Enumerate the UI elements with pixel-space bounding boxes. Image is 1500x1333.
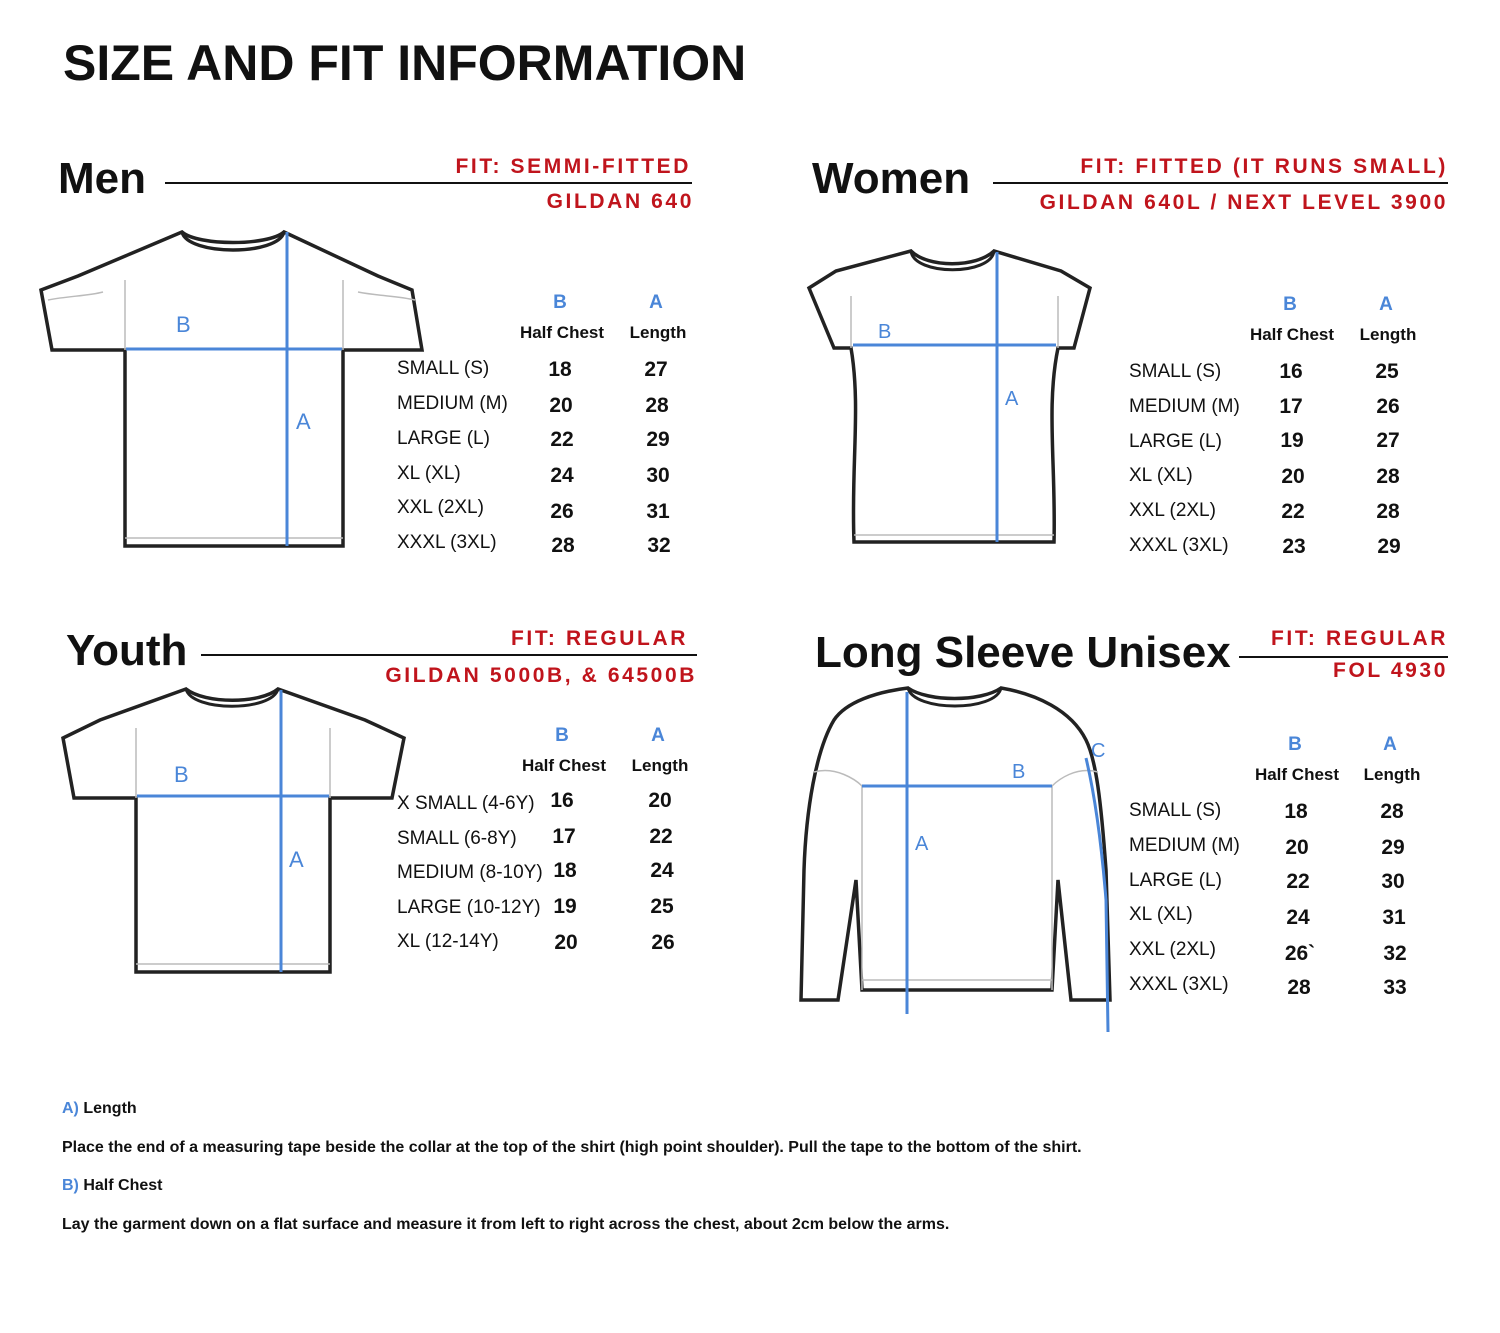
- size-label: SMALL (S): [1129, 361, 1222, 382]
- col-a-letter: A: [1383, 734, 1397, 755]
- length-value: 33: [1383, 976, 1407, 999]
- col-b-letter: B: [1288, 734, 1302, 755]
- col-b-label: Half Chest: [519, 323, 605, 342]
- size-label: XL (XL): [1129, 904, 1193, 925]
- col-a-label: Length: [1359, 325, 1417, 344]
- length-value: 32: [647, 534, 671, 557]
- divider: [1239, 656, 1448, 658]
- size-label: SMALL (S): [397, 358, 490, 379]
- model-label: GILDAN 5000B, & 64500B: [385, 664, 697, 687]
- size-label: LARGE (L): [1129, 870, 1222, 891]
- size-label: MEDIUM (8-10Y): [397, 862, 543, 883]
- size-label: XXXL (3XL): [397, 532, 497, 553]
- b-marker: B: [176, 312, 191, 337]
- length-value: 28: [1376, 465, 1400, 488]
- col-b-letter: B: [555, 725, 569, 746]
- chest-value: 22: [550, 428, 574, 451]
- a-marker: A: [289, 847, 304, 872]
- chest-value: 18: [553, 859, 577, 882]
- size-label: XXL (2XL): [1129, 500, 1216, 521]
- col-a-letter: A: [649, 292, 663, 313]
- page-title: SIZE AND FIT INFORMATION: [63, 35, 747, 91]
- size-label: MEDIUM (M): [397, 393, 508, 414]
- length-value: 29: [1381, 836, 1405, 859]
- size-label: LARGE (L): [1129, 431, 1222, 452]
- size-label: XL (XL): [397, 463, 461, 484]
- section-title: Men: [58, 154, 146, 203]
- section-title: Women: [812, 154, 971, 203]
- chest-value: 20: [1285, 836, 1309, 859]
- note-b-heading: [62, 1177, 162, 1195]
- length-value: 29: [646, 428, 670, 451]
- length-value: 22: [649, 825, 673, 848]
- length-value: 28: [1376, 500, 1400, 523]
- col-a-label: Length: [1363, 765, 1421, 784]
- chest-value: 20: [549, 394, 573, 417]
- size-label: XXXL (3XL): [1129, 974, 1229, 995]
- length-value: 30: [646, 464, 670, 487]
- size-label: XL (XL): [1129, 465, 1193, 486]
- chest-value: 24: [1286, 906, 1310, 929]
- model-label: GILDAN 640L / NEXT LEVEL 3900: [1039, 191, 1448, 214]
- length-value: 27: [1376, 429, 1400, 452]
- length-value: 24: [650, 859, 674, 882]
- chest-value: 19: [1280, 429, 1304, 452]
- size-label: MEDIUM (M): [1129, 396, 1240, 417]
- chest-value: 26`: [1284, 942, 1316, 965]
- tshirt-diagram: [806, 246, 1096, 546]
- note-b-text: Lay the garment down on a flat surface and measure it from left to right across the chest, about 2cm below the arms.: [62, 1216, 950, 1233]
- note-a-heading: [62, 1100, 137, 1118]
- chest-value: 23: [1282, 535, 1306, 558]
- col-b-label: Half Chest: [1254, 765, 1340, 784]
- col-b-label: Half Chest: [1249, 325, 1335, 344]
- chest-value: 16: [1279, 360, 1303, 383]
- size-label: XXXL (3XL): [1129, 535, 1229, 556]
- length-value: 30: [1381, 870, 1405, 893]
- size-label: SMALL (S): [1129, 800, 1222, 821]
- chest-value: 28: [551, 534, 575, 557]
- model-label: FOL 4930: [1333, 659, 1448, 682]
- col-a-letter: A: [651, 725, 665, 746]
- a-marker: A: [1005, 388, 1019, 410]
- size-label: LARGE (10-12Y): [397, 897, 541, 918]
- chest-value: 28: [1287, 976, 1311, 999]
- col-b-letter: B: [1283, 294, 1297, 315]
- length-value: 32: [1383, 942, 1407, 965]
- chest-value: 24: [550, 464, 574, 487]
- sweatshirt-diagram: [796, 680, 1116, 1036]
- tshirt-diagram: [38, 226, 433, 552]
- chest-value: 17: [552, 825, 576, 848]
- length-value: 27: [644, 358, 668, 381]
- a-marker: A: [915, 833, 929, 855]
- fit-label: FIT: SEMMI-FITTED: [455, 155, 691, 178]
- note-a-title: Length: [83, 1100, 137, 1117]
- length-value: 28: [1380, 800, 1404, 823]
- col-b-label: Half Chest: [521, 756, 607, 775]
- b-marker: B: [878, 321, 892, 343]
- length-value: 25: [1375, 360, 1399, 383]
- col-b-letter: B: [553, 292, 567, 313]
- chest-value: 16: [550, 789, 574, 812]
- tshirt-diagram: [60, 684, 408, 976]
- size-label: XXL (2XL): [1129, 939, 1216, 960]
- model-label: GILDAN 640: [546, 190, 694, 213]
- chest-value: 22: [1281, 500, 1305, 523]
- size-label: X SMALL (4-6Y): [397, 793, 535, 814]
- divider: [201, 654, 697, 656]
- size-label: XXL (2XL): [397, 497, 484, 518]
- size-label: SMALL (6-8Y): [397, 828, 517, 849]
- length-value: 31: [646, 500, 670, 523]
- note-b-title: Half Chest: [83, 1177, 163, 1194]
- col-a-label: Length: [629, 323, 687, 342]
- size-label: MEDIUM (M): [1129, 835, 1240, 856]
- chest-value: 20: [554, 931, 578, 954]
- chest-value: 18: [1284, 800, 1308, 823]
- length-value: 29: [1377, 535, 1401, 558]
- chest-value: 22: [1286, 870, 1310, 893]
- divider: [165, 182, 692, 184]
- c-marker: C: [1091, 740, 1106, 762]
- length-value: 25: [650, 895, 674, 918]
- length-value: 26: [651, 931, 675, 954]
- fit-label: FIT: REGULAR: [1270, 627, 1448, 650]
- b-marker: B: [1012, 761, 1026, 783]
- a-marker: A: [296, 409, 311, 434]
- note-b-prefix: B): [62, 1177, 79, 1194]
- length-value: 28: [645, 394, 669, 417]
- fit-label: FIT: REGULAR: [510, 627, 688, 650]
- b-marker: B: [174, 762, 189, 787]
- section-title: Long Sleeve Unisex: [815, 628, 1231, 677]
- chest-value: 18: [548, 358, 572, 381]
- chest-value: 19: [553, 895, 577, 918]
- col-a-letter: A: [1379, 294, 1393, 315]
- fit-label: FIT: FITTED (IT RUNS SMALL): [1080, 155, 1448, 178]
- length-value: 26: [1376, 395, 1400, 418]
- chest-value: 20: [1281, 465, 1305, 488]
- col-a-label: Length: [631, 756, 689, 775]
- size-label: LARGE (L): [397, 428, 490, 449]
- divider: [993, 182, 1448, 184]
- chest-value: 17: [1279, 395, 1303, 418]
- chest-value: 26: [550, 500, 574, 523]
- length-value: 31: [1382, 906, 1406, 929]
- length-value: 20: [648, 789, 672, 812]
- section-title: Youth: [66, 626, 188, 675]
- note-a-text: Place the end of a measuring tape beside the collar at the top of the shirt (high point shoulder). Pull the tape to the bottom of the shirt.: [62, 1139, 1082, 1156]
- size-label: XL (12-14Y): [397, 931, 499, 952]
- note-a-prefix: A): [62, 1100, 79, 1117]
